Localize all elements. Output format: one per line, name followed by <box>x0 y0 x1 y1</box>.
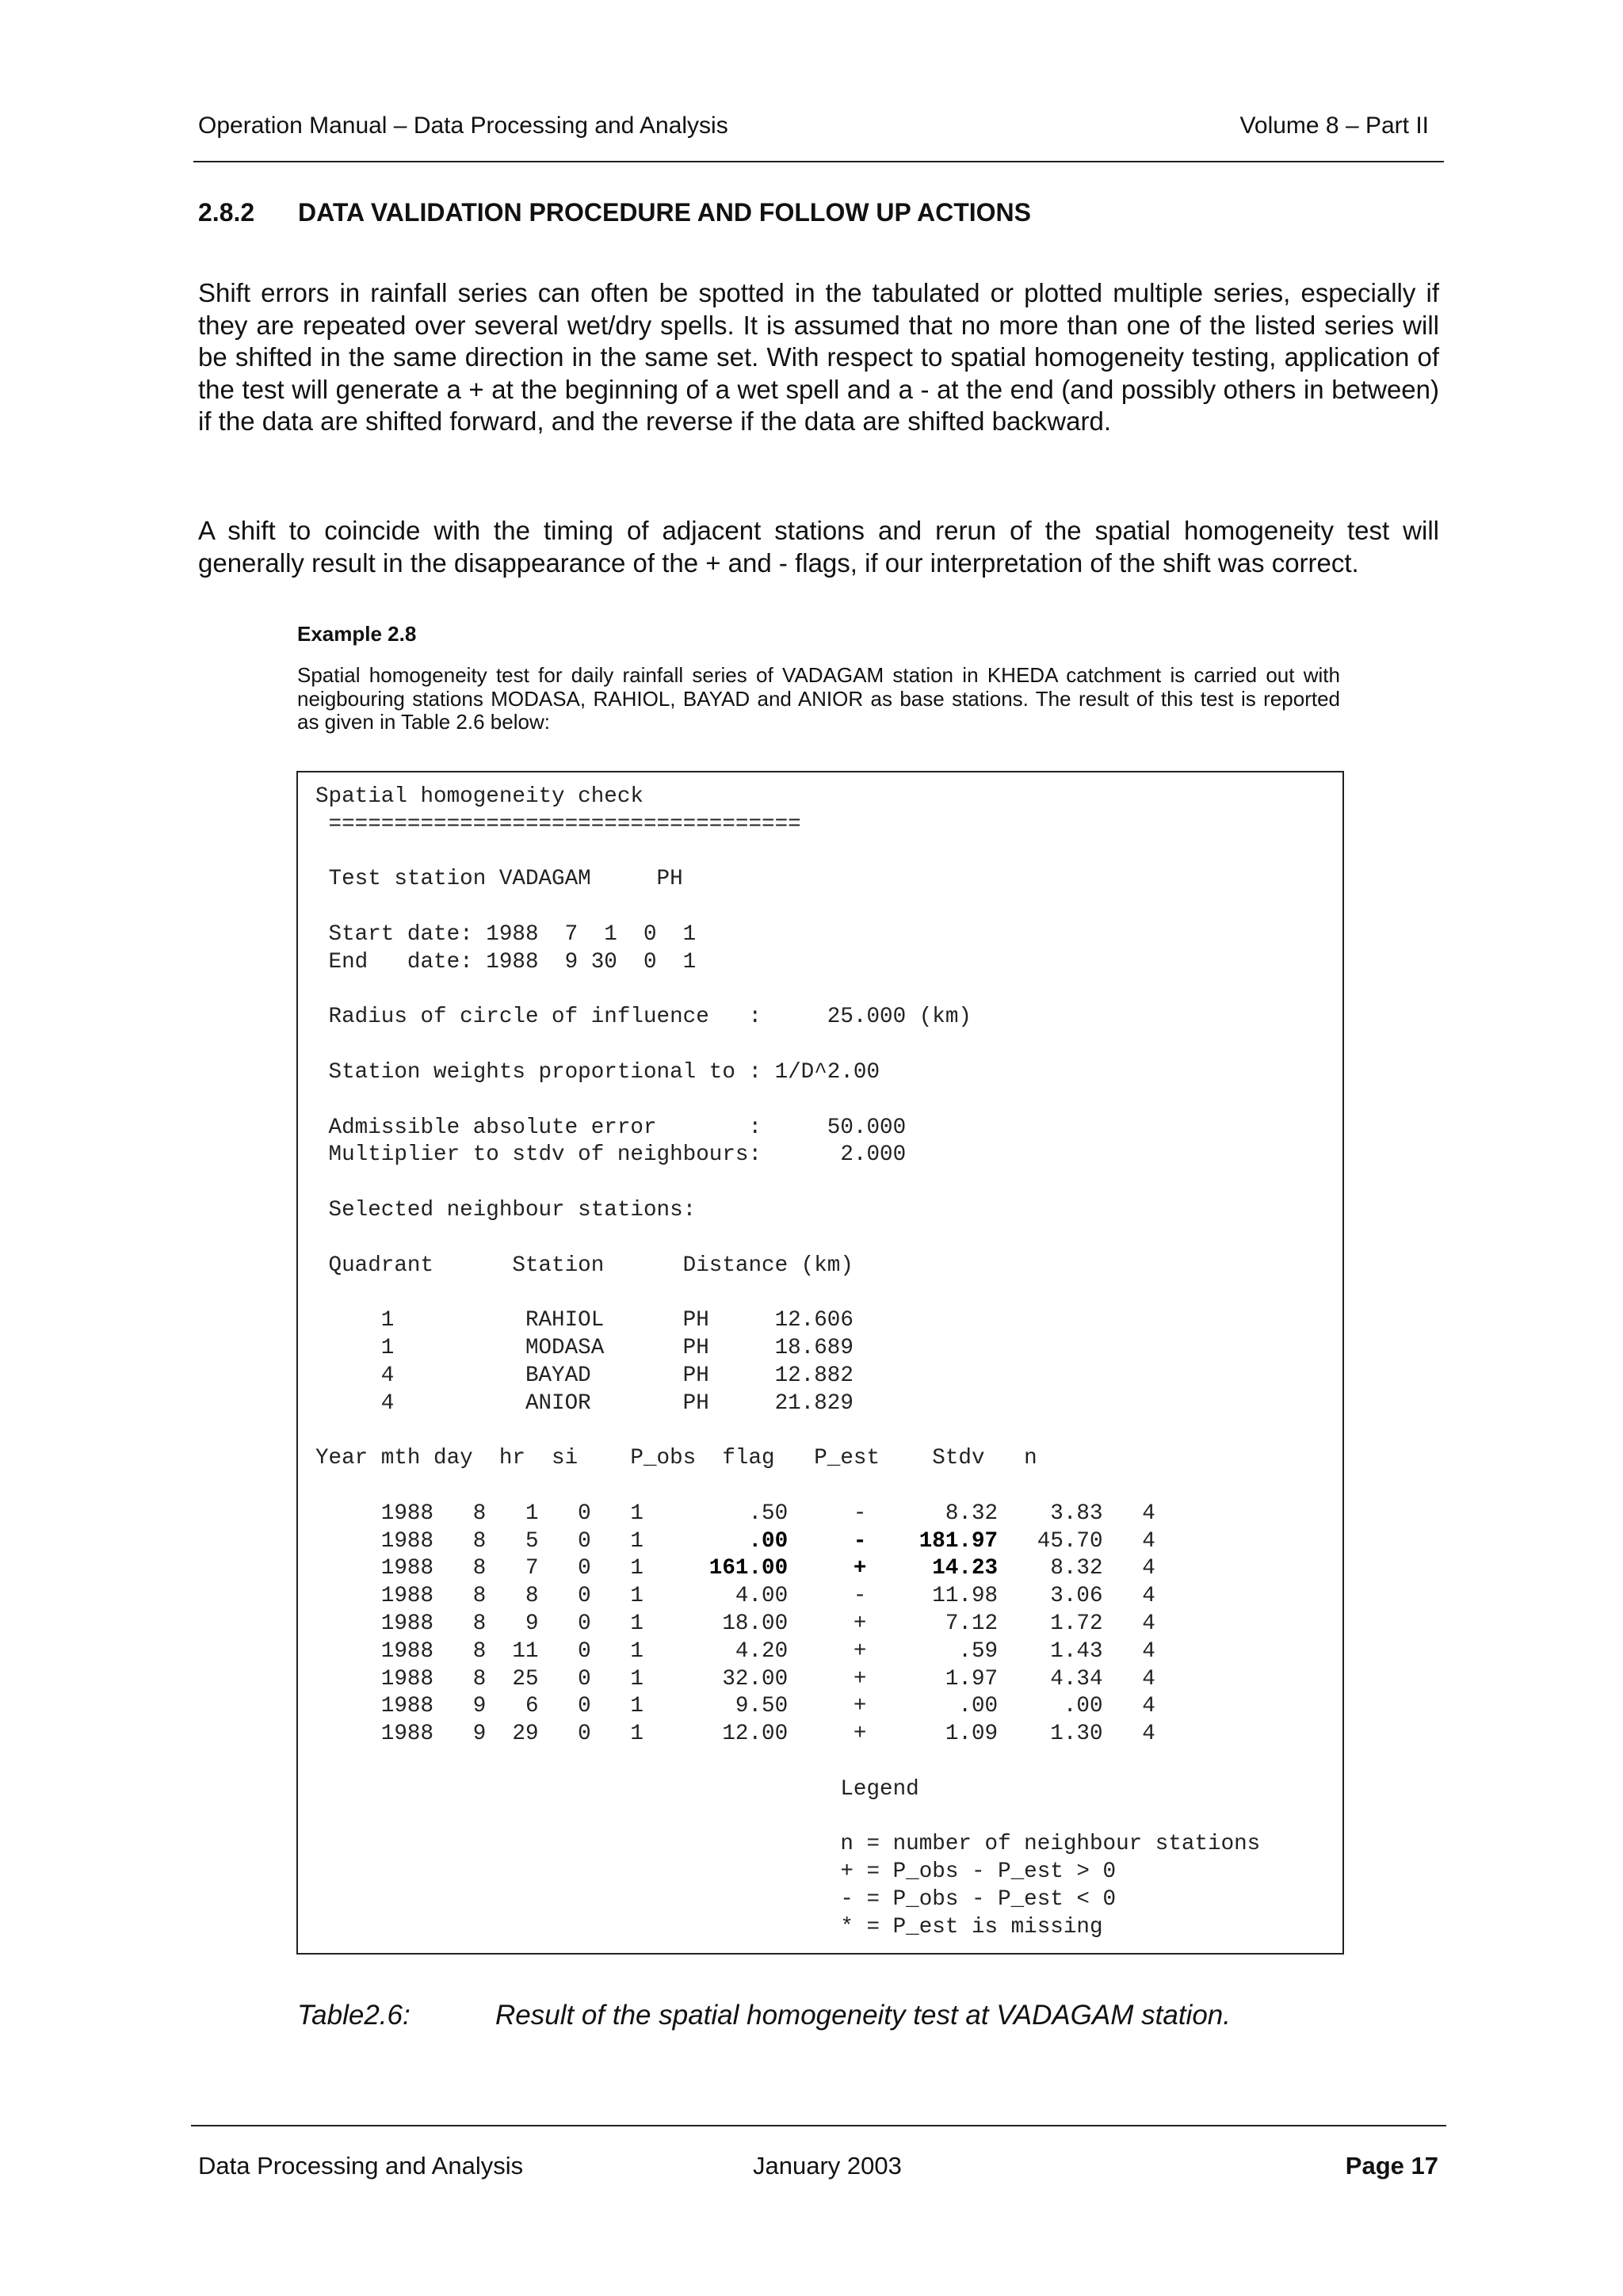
abs-error-line: Admissible absolute error : 50.000 <box>315 1115 907 1140</box>
result-row: 1988 8 8 0 1 4.00 - 11.98 3.06 4 <box>315 1584 1155 1609</box>
neighbours-label: Selected neighbour stations: <box>315 1197 697 1222</box>
example-title: Example 2.8 <box>297 622 417 646</box>
result-row: 1988 9 29 0 1 12.00 + 1.09 1.30 4 <box>315 1722 1155 1747</box>
multiplier-line: Multiplier to stdv of neighbours: 2.000 <box>315 1142 907 1168</box>
legend-item: - = P_obs - P_est < 0 <box>315 1886 1117 1912</box>
result-row: 1988 8 5 0 1 .00 - 181.97 45.70 4 <box>315 1528 1155 1554</box>
page-header <box>198 113 1429 139</box>
output-title: Spatial homogeneity check <box>315 784 643 809</box>
legend-item: n = number of neighbour stations <box>315 1832 1261 1857</box>
body-paragraph: A shift to coincide with the timing of adjacent stations and rerun of the spatial homogeneity test will generally result in the disappearance of the + and - flags, if our interpretation of the shift was correct. <box>198 516 1439 578</box>
section-number: 2.8.2 <box>198 198 255 227</box>
radius-line: Radius of circle of influence : 25.000 (km) <box>315 1005 972 1030</box>
example-description: Spatial homogeneity test for daily rainfall series of VADAGAM station in KHEDA catchment is carried out with neigbouring stations MODASA, RAHIOL, BAYAD and ANIOR as base stations. The result of this test is reported as given in Table 2.6 below: <box>297 663 1340 734</box>
neighbour-row: 4 BAYAD PH 12.882 <box>315 1363 854 1388</box>
caption-label: Table2.6: <box>297 2000 411 2031</box>
header-left-text: Operation Manual – Data Processing and Analysis <box>198 113 728 139</box>
neighbour-row: 4 ANIOR PH 21.829 <box>315 1390 854 1416</box>
test-station-line: Test station VADAGAM PH <box>315 867 683 892</box>
neighbour-row: 1 MODASA PH 18.689 <box>315 1335 854 1360</box>
neighbour-row: 1 RAHIOL PH 12.606 <box>315 1308 854 1333</box>
footer-left-text: Data Processing and Analysis <box>198 2152 524 2180</box>
weights-line: Station weights proportional to : 1/D^2.00 <box>315 1059 880 1085</box>
start-date-line: Start date: 1988 7 1 0 1 <box>315 921 697 947</box>
legend-title: Legend <box>315 1776 919 1802</box>
result-row: 1988 8 7 0 1 161.00 + 14.23 8.32 4 <box>315 1556 1155 1581</box>
program-output-box <box>296 771 1344 1955</box>
table-caption <box>297 2000 1231 2031</box>
page-number: Page 17 <box>1345 2152 1438 2180</box>
legend-item: * = P_est is missing <box>315 1914 1103 1939</box>
result-row: 1988 8 11 0 1 4.20 + .59 1.43 4 <box>315 1638 1155 1664</box>
footer-divider <box>191 2125 1446 2126</box>
section-title: DATA VALIDATION PROCEDURE AND FOLLOW UP ACTIONS <box>298 198 1031 227</box>
header-divider <box>193 161 1444 162</box>
header-right-text: Volume 8 – Part II <box>1239 113 1429 139</box>
body-paragraph: Shift errors in rainfall series can often be spotted in the tabulated or plotted multiple series, especially if they are repeated over several wet/dry spells. It is assumed that no more than one of the listed series will be shifted in the same direction in the same set. With respect to spatial homogeneity testing, application of the test will generate a + at the beginning of a wet spell and a - at the end (and possibly others in between) if the data are shifted forward, and the reverse if the data are shifted backward. <box>198 278 1439 436</box>
neighbour-header-row: Quadrant Station Distance (km) <box>315 1253 854 1278</box>
result-row: 1988 9 6 0 1 9.50 + .00 .00 4 <box>315 1694 1155 1719</box>
footer-date: January 2003 <box>753 2152 902 2180</box>
section-heading <box>198 198 1031 227</box>
program-output-text <box>315 784 1260 1941</box>
result-row: 1988 8 1 0 1 .50 - 8.32 3.83 4 <box>315 1501 1155 1526</box>
output-underline: ==================================== <box>315 811 801 837</box>
caption-text: Result of the spatial homogeneity test at VADAGAM station. <box>495 2000 1231 2031</box>
results-header-row: Year mth day hr si P_obs flag P_est Stdv n <box>315 1446 1037 1471</box>
end-date-line: End date: 1988 9 30 0 1 <box>315 949 697 974</box>
result-row: 1988 8 25 0 1 32.00 + 1.97 4.34 4 <box>315 1666 1155 1691</box>
result-row: 1988 8 9 0 1 18.00 + 7.12 1.72 4 <box>315 1611 1155 1636</box>
legend-item: + = P_obs - P_est > 0 <box>315 1859 1117 1885</box>
